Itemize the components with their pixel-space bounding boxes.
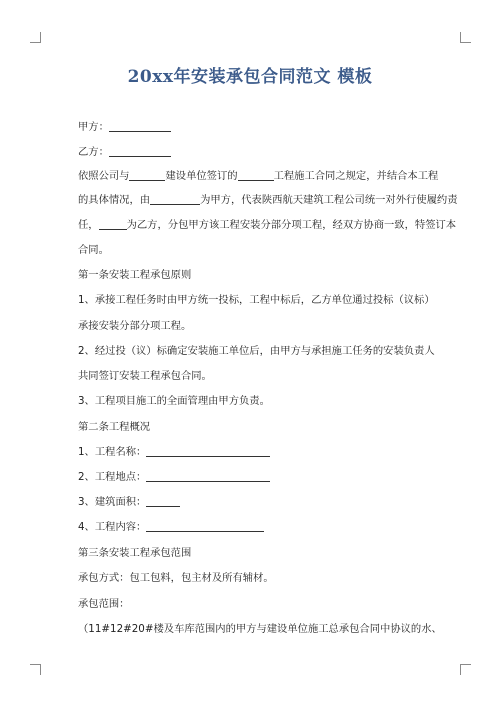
project-content-line bbox=[78, 518, 264, 533]
project-location-blank bbox=[146, 470, 270, 482]
intro-line-3 bbox=[78, 216, 456, 231]
article-3-heading: 第三条安装工程承包范围 bbox=[78, 547, 192, 559]
project-location-line bbox=[78, 468, 270, 483]
project-name-blank bbox=[146, 445, 270, 457]
title-text: 年安装承包合同范文 模板 bbox=[173, 67, 373, 87]
contract-mode: 承包方式：包工包料，包主材及所有辅材。 bbox=[78, 572, 274, 584]
project-location-label: 2、工程地点： bbox=[78, 471, 147, 483]
project-content-label: 4、工程内容： bbox=[78, 521, 147, 533]
intro-line-1 bbox=[78, 167, 438, 182]
article-1-heading: 第一条安装工程承包原则 bbox=[78, 269, 192, 281]
intro-text: 为乙方，分包甲方该工程安装分部分项工程，经双方协商一致，特签订本 bbox=[126, 219, 457, 231]
party-a-blank bbox=[109, 120, 171, 132]
building-area-blank bbox=[146, 495, 180, 507]
blank-field bbox=[99, 218, 127, 230]
scope-label: 承包范围： bbox=[78, 598, 130, 610]
project-name-line bbox=[78, 443, 270, 458]
article-1-item-3: 3、工程项目施工的全面管理由甲方负责。 bbox=[78, 395, 270, 407]
title-year: 20xx bbox=[127, 67, 174, 87]
crop-mark-bottom-right bbox=[460, 664, 471, 675]
party-b-blank bbox=[109, 145, 171, 157]
crop-mark-top-right bbox=[460, 32, 471, 43]
intro-text: 工程施工合同之规定，并结合本工程 bbox=[273, 170, 439, 182]
project-name-label: 1、工程名称： bbox=[78, 446, 147, 458]
project-content-blank bbox=[146, 520, 264, 532]
article-1-item-2-cont: 共同签订安装工程承包合同。 bbox=[78, 370, 212, 382]
scope-text: （11#12#20#楼及车库范围内的甲方与建设单位施工总承包合同中协议的水、 bbox=[78, 623, 442, 635]
building-area-label: 3、建筑面积： bbox=[78, 496, 147, 508]
article-2-heading: 第二条工程概况 bbox=[78, 421, 151, 433]
intro-text: 的具体情况，由 bbox=[78, 194, 151, 206]
building-area-line bbox=[78, 493, 180, 508]
article-1-item-2: 2、经过投（议）标确定安装施工单位后，由甲方与承担施工任务的安装负责人 bbox=[78, 345, 435, 357]
blank-field bbox=[150, 193, 200, 205]
document-title bbox=[0, 62, 500, 87]
intro-text: 建设单位签订的 bbox=[165, 170, 238, 182]
intro-line-4: 合同。 bbox=[78, 244, 109, 256]
intro-text: 依照公司与 bbox=[78, 170, 130, 182]
crop-mark-top-left bbox=[30, 32, 41, 43]
article-1-item-1: 1、承接工程任务时由甲方统一投标，工程中标后，乙方单位通过投标（议标） bbox=[78, 294, 435, 306]
intro-text: 为甲方，代表陕西航天建筑工程公司统一对外行使履约责 bbox=[200, 194, 458, 206]
party-b-label: 乙方： bbox=[78, 146, 109, 158]
crop-mark-bottom-left bbox=[30, 664, 41, 675]
intro-text: 任， bbox=[78, 219, 99, 231]
intro-line-2 bbox=[78, 191, 458, 206]
party-a-label: 甲方： bbox=[78, 121, 109, 133]
blank-field bbox=[129, 169, 165, 181]
blank-field bbox=[238, 169, 274, 181]
party-a-line bbox=[78, 118, 171, 133]
article-1-item-1-cont: 承接安装分部分项工程。 bbox=[78, 320, 192, 332]
party-b-line bbox=[78, 143, 171, 158]
